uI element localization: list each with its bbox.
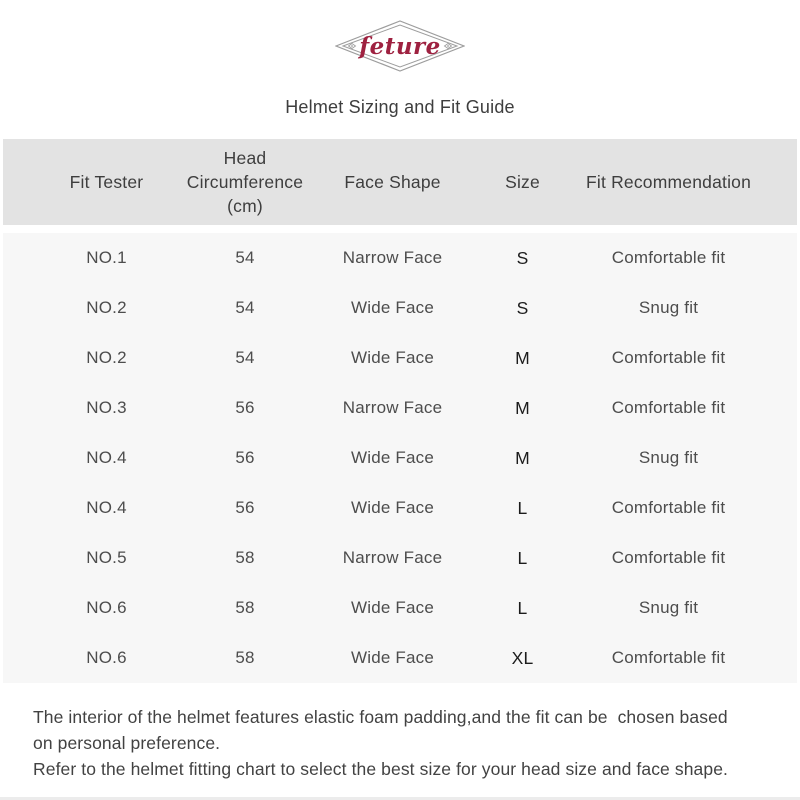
table-cell: Wide Face [350, 348, 435, 367]
table-cell: Narrow Face [342, 248, 443, 267]
table-cell: Snug fit [638, 298, 699, 317]
table-cell: Comfortable fit [611, 498, 726, 517]
table-cell: M [515, 447, 530, 468]
table-row [3, 433, 797, 483]
table-cell: 54 [235, 248, 255, 267]
table-row [3, 283, 797, 333]
table-cell: Wide Face [350, 598, 435, 617]
table-cell: NO.1 [86, 248, 127, 267]
table-cell: Narrow Face [342, 548, 443, 567]
table-row [3, 533, 797, 583]
table-header [3, 139, 797, 225]
table-cell: Wide Face [350, 648, 435, 667]
table-row [3, 633, 797, 683]
table-cell: L [517, 597, 528, 618]
table-cell: NO.6 [86, 598, 127, 617]
table-cell: Comfortable fit [611, 348, 726, 367]
table-cell: 54 [235, 298, 255, 317]
table-cell: 56 [235, 498, 255, 517]
table-row [3, 383, 797, 433]
diamond-logo-icon [335, 20, 465, 72]
column-header-face-shape: Face Shape [344, 172, 441, 192]
column-header-head-circumference: Head Circumference (cm) [186, 148, 304, 216]
table-cell: 58 [235, 548, 255, 567]
table-cell: NO.4 [86, 448, 127, 467]
table-cell: Comfortable fit [611, 248, 726, 267]
table-cell: S [516, 297, 529, 318]
table-cell: L [517, 547, 528, 568]
table-cell: Narrow Face [342, 398, 443, 417]
brand-logo [0, 0, 800, 72]
column-header-size: Size [505, 172, 540, 192]
table-cell: Wide Face [350, 498, 435, 517]
table-cell: NO.6 [86, 648, 127, 667]
table-cell: Comfortable fit [611, 648, 726, 667]
table-cell: 56 [235, 398, 255, 417]
table-cell: Wide Face [350, 448, 435, 467]
table-cell: Wide Face [350, 298, 435, 317]
table-row [3, 333, 797, 383]
footer-line: on personal preference. [33, 733, 221, 753]
table-cell: 58 [235, 648, 255, 667]
table-cell: XL [511, 647, 534, 668]
table-cell: 54 [235, 348, 255, 367]
table-cell: L [517, 497, 528, 518]
page-title: Helmet Sizing and Fit Guide [285, 97, 515, 117]
table-row [3, 583, 797, 633]
footer-line: Refer to the helmet fitting chart to select the best size for your head size and face shape. [33, 759, 728, 779]
table-cell: M [515, 397, 530, 418]
table-cell: NO.3 [86, 398, 127, 417]
table-cell: Snug fit [638, 448, 699, 467]
column-header-fit-tester: Fit Tester [69, 172, 144, 192]
column-header-fit-recommendation: Fit Recommendation [585, 172, 752, 192]
table-cell: NO.5 [86, 548, 127, 567]
table-cell: S [516, 247, 529, 268]
table-body [3, 233, 797, 683]
footer-line: The interior of the helmet features elastic foam padding,and the fit can be chosen based [33, 707, 728, 727]
table-row [3, 483, 797, 533]
table-cell: Snug fit [638, 598, 699, 617]
table-header-row [3, 139, 797, 225]
footer-note [0, 704, 800, 782]
brand-logo-text: feture [359, 33, 441, 60]
table-row [3, 233, 797, 283]
table-cell: 56 [235, 448, 255, 467]
table-cell: 58 [235, 598, 255, 617]
table-cell: Comfortable fit [611, 548, 726, 567]
table-cell: NO.2 [86, 348, 127, 367]
table-cell: NO.2 [86, 298, 127, 317]
table-cell: Comfortable fit [611, 398, 726, 417]
table-cell: NO.4 [86, 498, 127, 517]
table-cell: M [515, 347, 530, 368]
